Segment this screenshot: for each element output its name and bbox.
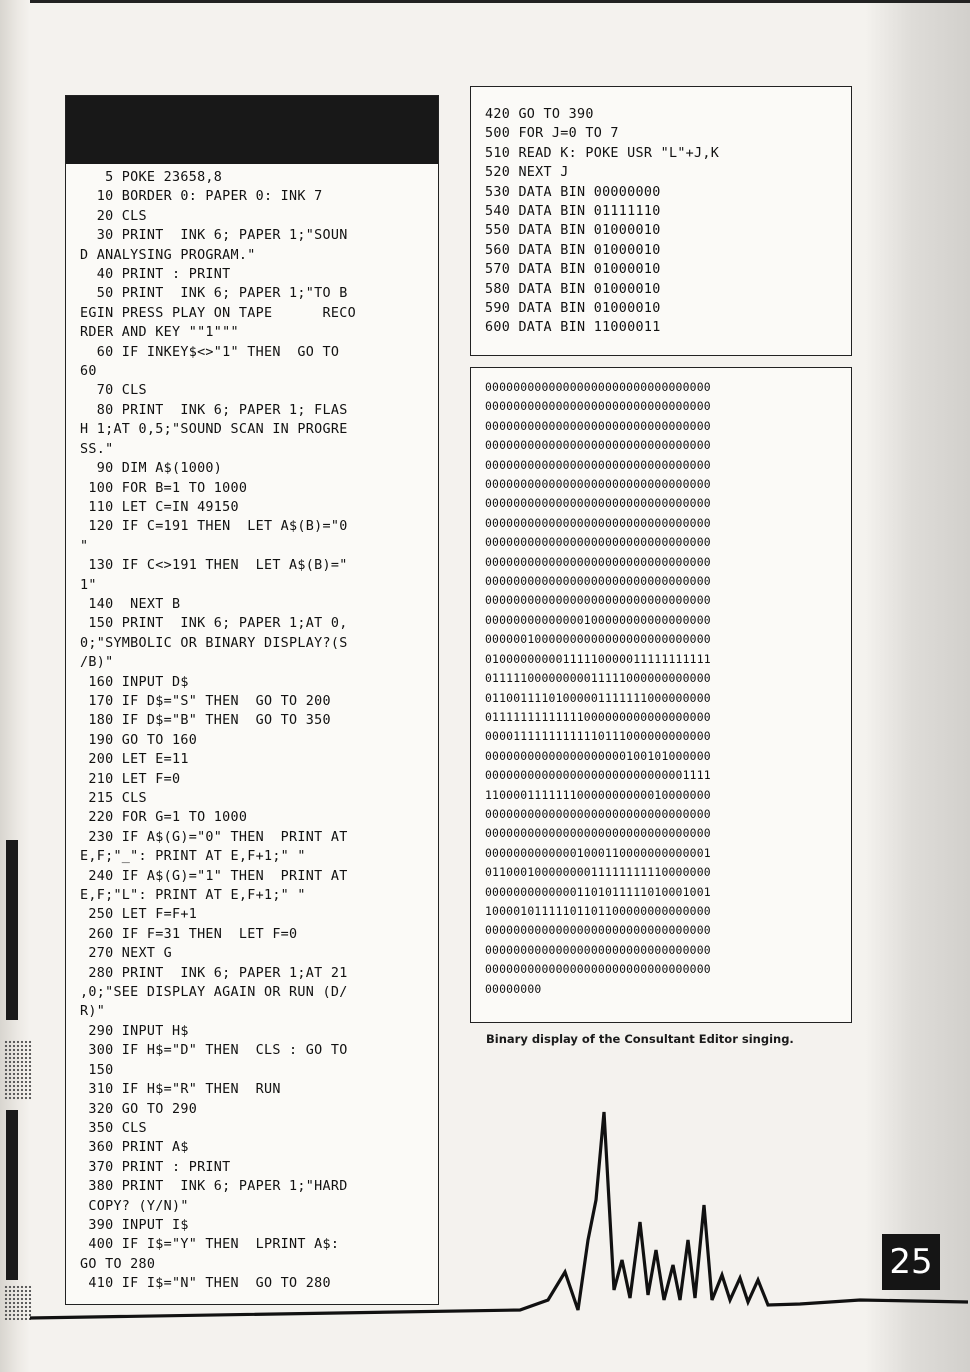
waveform-line [30,1112,968,1318]
binary-display-text: 00000000000000000000000000000000 00000000000000000000000000000000 00000000000000000000000000000000 00000000000000000000000000000000 00000000000000000000000000000000 00000000000000000000000000000000 00000000000000000000000000000000 00000000000000000000000000000000 00000000000000000000000000000000 00000000000000000000000000000000 00000000000000000000000000000000 00000000000000000000000000000000 00000000000000100000000000000000 00000010000000000000000000000000 01000000000111110000011111111111 01111100000000011111000000000000 01100111101000001111111000000000 01111111111111000000000000000000 00001111111111110111000000000000 00000000000000000000100101000000 00000000000000000000000000001111 11000011111110000000000010000000 00000000000000000000000000000000 00000000000000000000000000000000 00000000000001000110000000000001 01100010000000011111111110000000 00000000000001101011111010001001 10000101111101101100000000000000 00000000000000000000000000000000 00000000000000000000000000000000 00000000000000000000000000000000 00000000 [485,380,711,996]
page-number: 25 [882,1234,940,1290]
figure-caption: Binary display of the Consultant Editor singing. [486,1032,794,1046]
basic-code-left: 5 POKE 23658,8 10 BORDER 0: PAPER 0: INK 7 20 CLS 30 PRINT INK 6; PAPER 1;"SOUN D ANALYSING PROGRAM." 40 PRINT : PRINT 50 PRINT INK 6; PAPER 1;"TO B EGIN PRESS PLAY ON TAPE RECO RDER AND KEY ""1""" 60 IF INKEY$<>"1" THEN GO TO 60 70 CLS 80 PRINT INK 6; PAPER 1; FLAS H 1;AT 0,5;"SOUND SCAN IN PROGRE SS." 90 DIM A$(1000) 100 FOR B=1 TO 1000 110 LET C=IN 49150 120 IF C=191 THEN LET A$(B)="0 " 130 IF C<>191 THEN LET A$(B)=" 1" 140 NEXT B 150 PRINT INK 6; PAPER 1;AT 0, 0;"SYMBOLIC OR BINARY DISPLAY?(S /B)" 160 INPUT D$ 170 IF D$="S" THEN GO TO 200 180 IF D$="B" THEN GO TO 350 190 GO TO 160 200 LET E=11 210 LET F=0 215 CLS 220 FOR G=1 TO 1000 230 IF A$(G)="0" THEN PRINT AT E,F;"_": PRINT AT E,F+1;" " 240 IF A$(G)="1" THEN PRINT AT E,F;"L": PRINT AT E,F+1;" " 250 LET F=F+1 260 IF F=31 THEN LET F=0 270 NEXT G 280 PRINT INK 6; PAPER 1;AT 21 ,0;"SEE DISPLAY AGAIN OR RUN (D/ R)" 290 INPUT H$ 300 IF H$="D" THEN CLS : GO TO 150 310 IF H$="R" THEN RUN 320 GO TO 290 350 CLS 360 PRINT A$ 370 PRINT : PRINT 380 PRINT INK 6; PAPER 1;"HARD COPY? (Y/N)" 390 INPUT I$ 400 IF I$="Y" THEN LPRINT A$: GO TO 280 410 IF I$="N" THEN GO TO 280 [80,170,356,1292]
basic-code-right: 420 GO TO 390 500 FOR J=0 TO 7 510 READ K: POKE USR "L"+J,K 520 NEXT J 530 DATA BIN 00000000 540 DATA BIN 01111110 550 DATA BIN 01000010 560 DATA BIN 01000010 570 DATA BIN 01000010 580 DATA BIN 01000010 590 DATA BIN 01000010 600 DATA BIN 11000011 [485,107,720,336]
